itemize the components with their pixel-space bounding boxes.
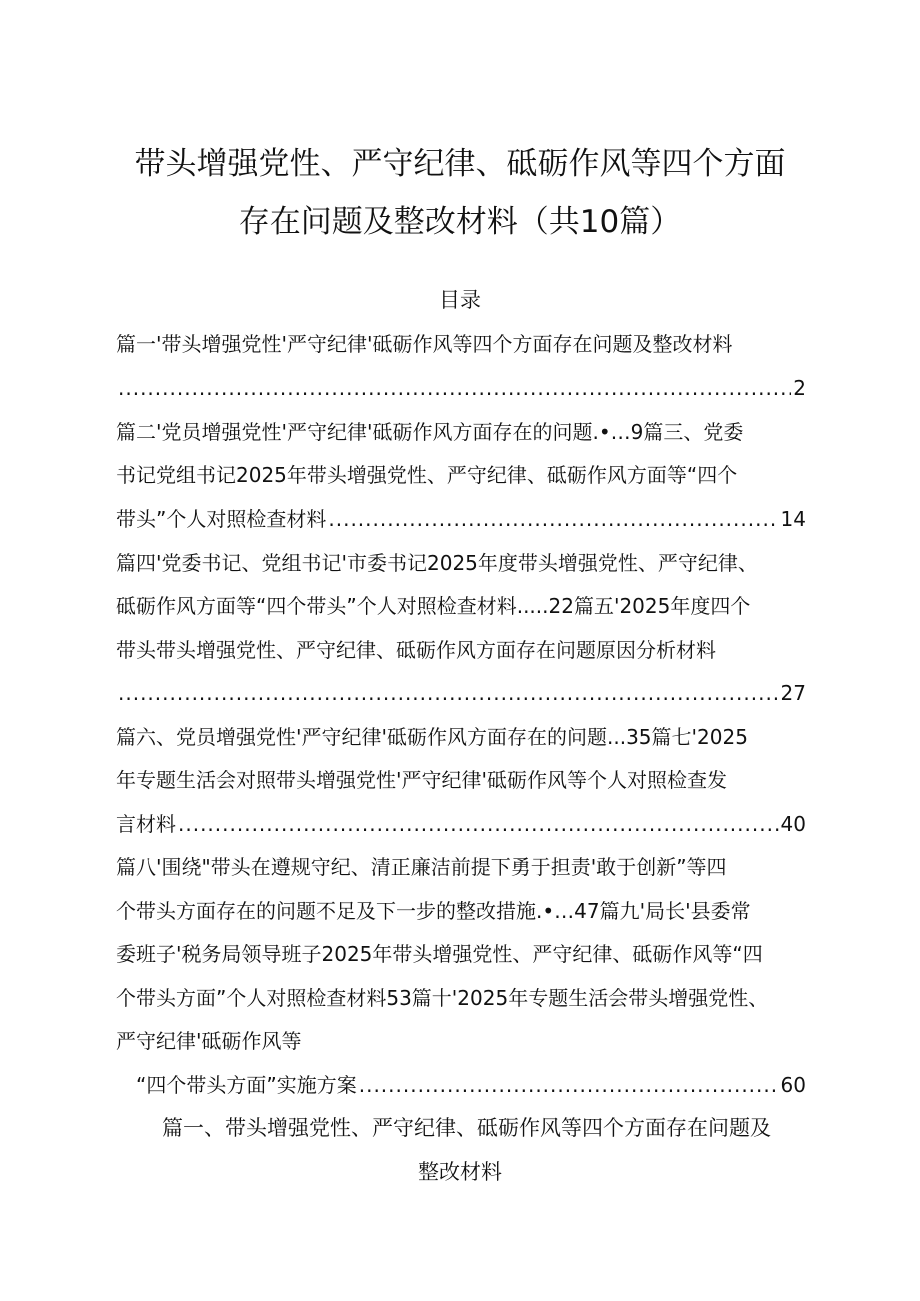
toc-page-number: 2 [793,376,806,400]
document-title-line-2: 存在问题及整改材料（共10篇） [238,204,682,240]
toc-page-number: 60 [780,1073,806,1097]
toc-line[interactable]: 个带头方面”个人对照检查材料53篇十'2025年专题生活会带头增强党性、 [116,986,769,1010]
section-title-line-2: 整改材料 [418,1160,502,1184]
toc-line[interactable] [116,505,806,533]
toc-line[interactable]: 篇二'党员增强党性'严守纪律'砥砺作风方面存在的问题.•…9篇三、党委 [116,420,744,444]
toc-line[interactable] [136,1071,806,1099]
toc-heading: 目录 [439,288,481,312]
toc-leader-dots [118,679,779,707]
toc-line[interactable] [116,810,806,838]
toc-leader-dots [178,810,779,838]
toc-line[interactable]: 个带头方面存在的问题不足及下一步的整改措施.•…47篇九'局长'县委常 [116,899,751,923]
toc-line[interactable]: 严守纪律'砥砺作风等 [116,1029,302,1053]
toc-line-text: “四个带头方面”实施方案 [136,1073,357,1097]
toc-line-text: 言材料 [116,812,176,836]
toc-page-number: 27 [780,681,806,705]
toc-line[interactable]: 砥砺作风方面等“四个带头”个人对照检查材料.....22篇五'2025年度四个 [116,594,751,618]
toc-line[interactable] [116,374,806,402]
document-title-line-1: 带头增强党性、严守纪律、砥砺作风等四个方面 [134,146,786,182]
toc-line[interactable]: 篇一'带头增强党性'严守纪律'砥砺作风等四个方面存在问题及整改材料 [116,332,733,356]
toc-line[interactable]: 篇八'围绕"带头在遵规守纪、清正廉洁前提下勇于担责'敢于创新”等四 [116,855,727,879]
toc-leader-dots [118,374,791,402]
toc-line[interactable]: 篇六、党员增强党性'严守纪律'砥砺作风方面存在的问题...35篇七'2025 [116,725,748,749]
toc-line[interactable]: 委班子'税务局领导班子2025年带头增强党性、严守纪律、砥砺作风等“四 [116,942,763,966]
toc-page-number: 14 [780,507,806,531]
section-title-line-1: 篇一、带头增强党性、严守纪律、砥砺作风等四个方面存在问题及 [162,1116,771,1140]
toc-line[interactable]: 带头带头增强党性、严守纪律、砥砺作风方面存在问题原因分析材料 [116,638,716,662]
toc-line[interactable] [116,679,806,707]
toc-line[interactable]: 年专题生活会对照带头增强党性'严守纪律'砥砺作风等个人对照检查发 [116,768,727,792]
toc-line-text: 带头”个人对照检查材料 [116,507,327,531]
toc-leader-dots [328,505,778,533]
toc-page-number: 40 [780,812,806,836]
toc-line[interactable]: 书记党组书记2025年带头增强党性、严守纪律、砥砺作风方面等“四个 [116,463,738,487]
toc-line[interactable]: 篇四'党委书记、党组书记'市委书记2025年度带头增强党性、严守纪律、 [116,551,758,575]
toc-leader-dots [359,1071,779,1099]
